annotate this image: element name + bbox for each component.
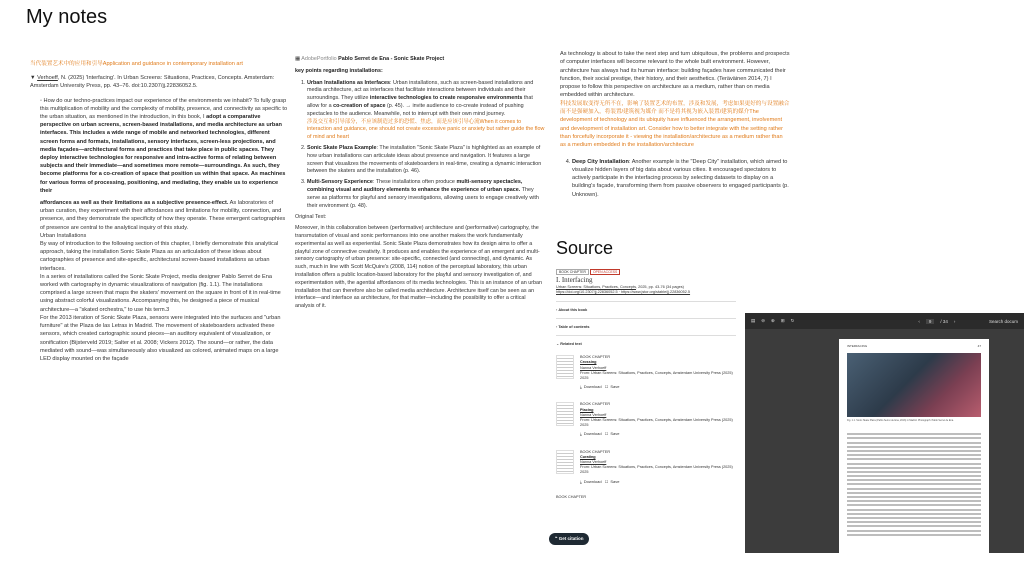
pdf-page xyxy=(839,339,989,553)
paragraph-bold: affordances as well as their limitations as a subjective presence-effect. xyxy=(40,200,229,207)
rotate-icon[interactable]: ↻ xyxy=(790,318,795,323)
chapter-thumbnail[interactable] xyxy=(556,355,574,379)
portfolio-icon: ▦ xyxy=(295,56,301,62)
paragraph: How do our techno-practices impact our experience of the environments we inhabit? To fully grasp this multiplication of mobility and the complexity of mobility, presence, and connectivity as specific to the urban situation, as mentioned in the introduction, in this book, I xyxy=(40,97,288,121)
paragraph: Urban Installations xyxy=(40,232,87,239)
figure-photo xyxy=(847,353,981,417)
book-meta: , 2025, pp. 43-76 (34 pages) xyxy=(635,285,684,290)
open-access-tag: OPEN ACCESS xyxy=(590,269,620,275)
page-number-input[interactable]: 9 xyxy=(926,319,935,324)
source-line xyxy=(295,56,545,64)
notes-body xyxy=(30,97,288,364)
next-page-icon[interactable]: › xyxy=(953,318,956,324)
toc-accordion[interactable]: › Table of contents xyxy=(556,318,736,330)
page-number: 47 xyxy=(977,344,981,348)
list-item: 1. Urban Installations as Interfaces: Urban installations, such as screen-based installations and media architecture, act as interfaces that facilitate interactions between individuals and their surroundings. They utilize interactive technologies to create responsive environments that allow for a co-creation of space (p. 45). → invite audience to co-create instead of pushing spectacles to the audience. Meanwhile, not to interrupt with their own mind journey. 涉及交互和引导部分，不应该制造过多的恐慌、焦虑，而是应该引导心流When it comes to interaction and guidance, one should not create excessive panic or anxiety but rather guide the flow of mind and heart xyxy=(307,80,545,142)
toggle-arrow-icon[interactable]: ▼ xyxy=(30,75,36,82)
item-author[interactable]: Nanna Verhoeff xyxy=(580,412,607,417)
item-from: From: Urban Screens: Situations, Practices, Concepts, Amsterdam University Press (2025) xyxy=(580,370,733,375)
source-panel xyxy=(556,270,736,500)
page-text-lines xyxy=(847,431,981,538)
zoom-in-icon[interactable]: ⊕ xyxy=(771,318,775,323)
section-heading: 当代装置艺术中的应用和引导Application and guidance in contemporary installation art xyxy=(30,61,243,67)
fit-page-icon[interactable]: ⊞ xyxy=(780,318,785,323)
save-button[interactable]: ☐ Save xyxy=(604,431,620,437)
prev-page-icon[interactable]: ‹ xyxy=(918,318,920,324)
save-button[interactable]: ☐ Save xyxy=(604,384,620,390)
chapter-thumbnail[interactable] xyxy=(556,402,574,426)
item-year: 2025 xyxy=(580,376,589,381)
related-item xyxy=(556,355,736,390)
paragraph: For the 2013 iteration of Sonic Skate Plaza, sensors were integrated into the surfaces and "urban furniture" at the Plaza de las Letras in Madrid. The movement of skateboarders activated these sensors, which created cartographic sound pieces—an auditory equivalent of visualization, or sonification (Bijsterveld 2019; Salter et al. 2008; Vickers 2012). The sound—or rather, the data mediated with sound—was simultaneously also visualized as colored, animated maps on a large LED display mounted on the façade xyxy=(40,314,281,362)
annotation: 涉及交互和引导部分，不应该制造过多的恐慌、焦虑，而是应该引导心流When it comes to interaction and guidance, one should not create excessive panic or anxiety but rather guide the flow of mind and heart xyxy=(307,118,545,141)
download-button[interactable]: ⤓ Download xyxy=(580,431,602,437)
paragraph-bold: adopt a comparative perspective on urban screens, screen-based installations, and media architecture as urban interfaces. This includes a wide range of mobile and networked technologies, different screen forms and formats, installations, sensory interfaces, screen-less projections, and media façades—architectural forms and practices that take place in public spaces. They deploy interactive technologies for responsive and intra-active forms of relating between subjects and their immediate—and sometimes more remote—surroundings. As such, they become platforms for a co-creation of space that position us within that space. As machines for various forms of processing, positioning, and mediating, they enable us to experience their xyxy=(40,114,286,194)
search-input[interactable]: Search docum xyxy=(988,318,1018,324)
quote: As technology is about to take the next step and turn ubiquitous, the problems and prospects of computer interfaces will become relevant to the whole built environment. However, architecture has always had its human interface: building façades have communicated their function, their social prestige, their history, and their aesthetics. (Teräväinen 2014, 7) I propose to follow this perspective on architecture as a medium, rather than on media embedded within architecture. xyxy=(560,51,790,99)
page-total: / 34 xyxy=(940,318,948,324)
bullet-icon: ◦ xyxy=(40,97,44,104)
notes-column-1 xyxy=(30,60,288,363)
chevron-right-icon: › xyxy=(556,324,558,329)
chapter-title: I. Interfacing xyxy=(556,276,593,285)
related-item xyxy=(556,402,736,437)
download-button[interactable]: ⤓ Download xyxy=(580,478,602,484)
item-from: From: Urban Screens: Situations, Practices, Concepts, Amsterdam University Press (2025) xyxy=(580,465,733,470)
original-text-label: Original Text: xyxy=(295,214,327,221)
item-year: 2025 xyxy=(580,470,589,475)
page-title: My notes xyxy=(26,6,108,28)
chapter-thumbnail[interactable] xyxy=(556,450,574,474)
list xyxy=(560,158,790,199)
item-kind: BOOK CHAPTER xyxy=(580,449,611,454)
doi-links[interactable]: https://doi.org/10.2307/jj.22836052.5 · https://www.jstor.org/stable/jj.22836052.5 xyxy=(556,290,691,295)
save-button[interactable]: ☐ Save xyxy=(604,478,620,484)
sidebar-toggle-icon[interactable]: ▤ xyxy=(751,318,756,323)
list-item: 4. Deep City Installation: Another example is the "Deep City" installation, which aimed to visualize hidden layers of big data about various cities. It encouraged spectators to actively participate in the interfacing process by selecting datasets to display on a building's façade, transforming them from passive observers to engaged participants (p. Unknown). xyxy=(572,158,790,199)
chevron-right-icon: › xyxy=(556,307,558,312)
zoom-out-icon[interactable]: ⊖ xyxy=(761,318,766,323)
item-kind: BOOK CHAPTER xyxy=(580,402,611,407)
figure-caption: Fig. 1.1. Sonic Skate Plaza (Pablo Serret de Ena, 2013) in Madrid. Photograph: Pablo Serret de Ena. xyxy=(847,419,954,422)
original-text: Moreover, in this collaboration between (performative) architecture and (performative) cartography, the transmutation of visual and sonic performances into one another makes the work fundamentally experimental as well as experiential. Sonic Skate Plaza demonstrates how its design aims to offer a playful zone of connective creativity. It produces and enables the experience of an emergent and multi-sensory cartography of urban presence: site-specific, connected (and connecting), and dynamic. As such, much in line with Scott McQuire's (2008, 114) notion of the perceptual laboratory, this urban installation offers a public location-based laboratory for the playful and sensory investigation of, and experimentation with, the agential affordances of its media technologies. This is an instance of an urban installation that can therefore also be called media architecture. Architecture itself can be seen as an interface—and interface as architecture, for that matter—including the possibility to offer a critical analysis of it. xyxy=(295,225,543,310)
related-item xyxy=(556,450,736,485)
source-name: AdobePortfolio xyxy=(301,56,337,62)
item-title[interactable]: Placing xyxy=(580,407,594,412)
viewer-toolbar xyxy=(745,313,1024,329)
pdf-viewer xyxy=(745,313,1024,553)
list-item: 3. Multi-Sensory Experience: These installations often produce multi-sensory spectacles, combining visual and auditory elements to enhance the experience of urban space. They serve as platforms for playful and sensory investigations, allowing users to engage creatively with their environment (p. 48). xyxy=(307,179,545,210)
running-head: INTERFACING xyxy=(847,344,868,348)
item-title[interactable]: Curating xyxy=(580,454,596,459)
item-title[interactable]: Crossing xyxy=(580,360,597,365)
item-author[interactable]: Nanna Verhoeff xyxy=(580,365,607,370)
item-year: 2025 xyxy=(580,423,589,428)
chevron-down-icon: ⌄ xyxy=(556,342,560,347)
notes-column-2 xyxy=(295,56,545,311)
item-from: From: Urban Screens: Situations, Practices, Concepts, Amsterdam University Press (2025) xyxy=(580,418,733,423)
citation xyxy=(30,74,288,90)
notes-column-3 xyxy=(560,50,790,199)
paragraph: In a series of installations called the Sonic Skate Project, media designer Pablo Serret de Ena worked with cartography in dynamic visualizations of navigation (fig. 1.1). The installations comprised a large screen that maps the skaters' movement on the square in front of it in real-time using abstract colorful visualizations. Accompanying this, he designed a piece of musical architecture—a "skated orchestra," to use his term.3 xyxy=(40,273,281,313)
related-accordion[interactable]: ⌄ Related text xyxy=(556,335,736,347)
key-points-list xyxy=(295,80,545,211)
download-button[interactable]: ⤓ Download xyxy=(580,384,602,390)
citation-rest: , N. (2025) 'Interfacing'. In Urban Screens: Situations, Practices, Concepts. Amsterdam: Amsterdam University Press, pp. 43–76. doi:10.2307/jj.22836052.5. xyxy=(30,75,275,90)
paragraph: By way of introduction to the following section of this chapter, I briefly demonstrate this analytical approach, taking the installation Sonic Skate Plaza as an articulation of these ideas about cartographies of presence and site-specific, architectural screen-based installations as urban interfaces. xyxy=(40,241,279,272)
list-item: 2. Sonic Skate Plaza Example: The installation "Sonic Skate Plaza" is highlighted as an example of how urban installations can articulate ideas about presence and navigation. It features a large screen that visualizes the movements of skateboarders in real-time, creating a dynamic interaction between the skaters and the installation (p. 46). xyxy=(307,145,545,176)
item-kind: BOOK CHAPTER xyxy=(556,494,587,499)
item-kind: BOOK CHAPTER xyxy=(580,355,611,360)
source-title: Source xyxy=(556,238,614,258)
chapter-tag: BOOK CHAPTER xyxy=(556,269,589,275)
key-points-label: key points regarding installations: xyxy=(295,67,383,74)
get-citation-button[interactable]: ❝ Get citation xyxy=(549,533,589,545)
about-accordion[interactable]: › About this book xyxy=(556,301,736,313)
book-link[interactable]: Urban Screens: Situations, Practices, Concepts xyxy=(556,285,636,290)
paragraph: As laboratories of urban curation, they experiment with their affordances and limitations for mobility, connection, and presence, and they demonstrate the specificity of how they operate. These emergent cartographies of presence are central to the analytical inquiry of this study. xyxy=(40,200,286,231)
citation-author: Verhoeff xyxy=(37,75,58,82)
source-title: Pablo Serret de Ena - Sonic Skate Project xyxy=(338,56,445,62)
citation-icon: ❝ xyxy=(555,536,558,541)
annotation: 科技发展取变得无所不在，影响了装置艺术的布置，涉及和发展，考虑如果更好的与设置融合 而不是强硬加入，将装置/建筑视为媒介 而不是将其视为嵌入装置/建筑的媒介The development of technology and its ubiquity have influenced the arrangement, involvement and development of installation art. Consider how to better integrate with the setting rather than forcefully incorporate it - viewing the installation/architecture as a medium rather than as a medium embedded in the installation/architecture xyxy=(560,100,790,149)
item-author[interactable]: Nanna Verhoeff xyxy=(580,460,607,465)
